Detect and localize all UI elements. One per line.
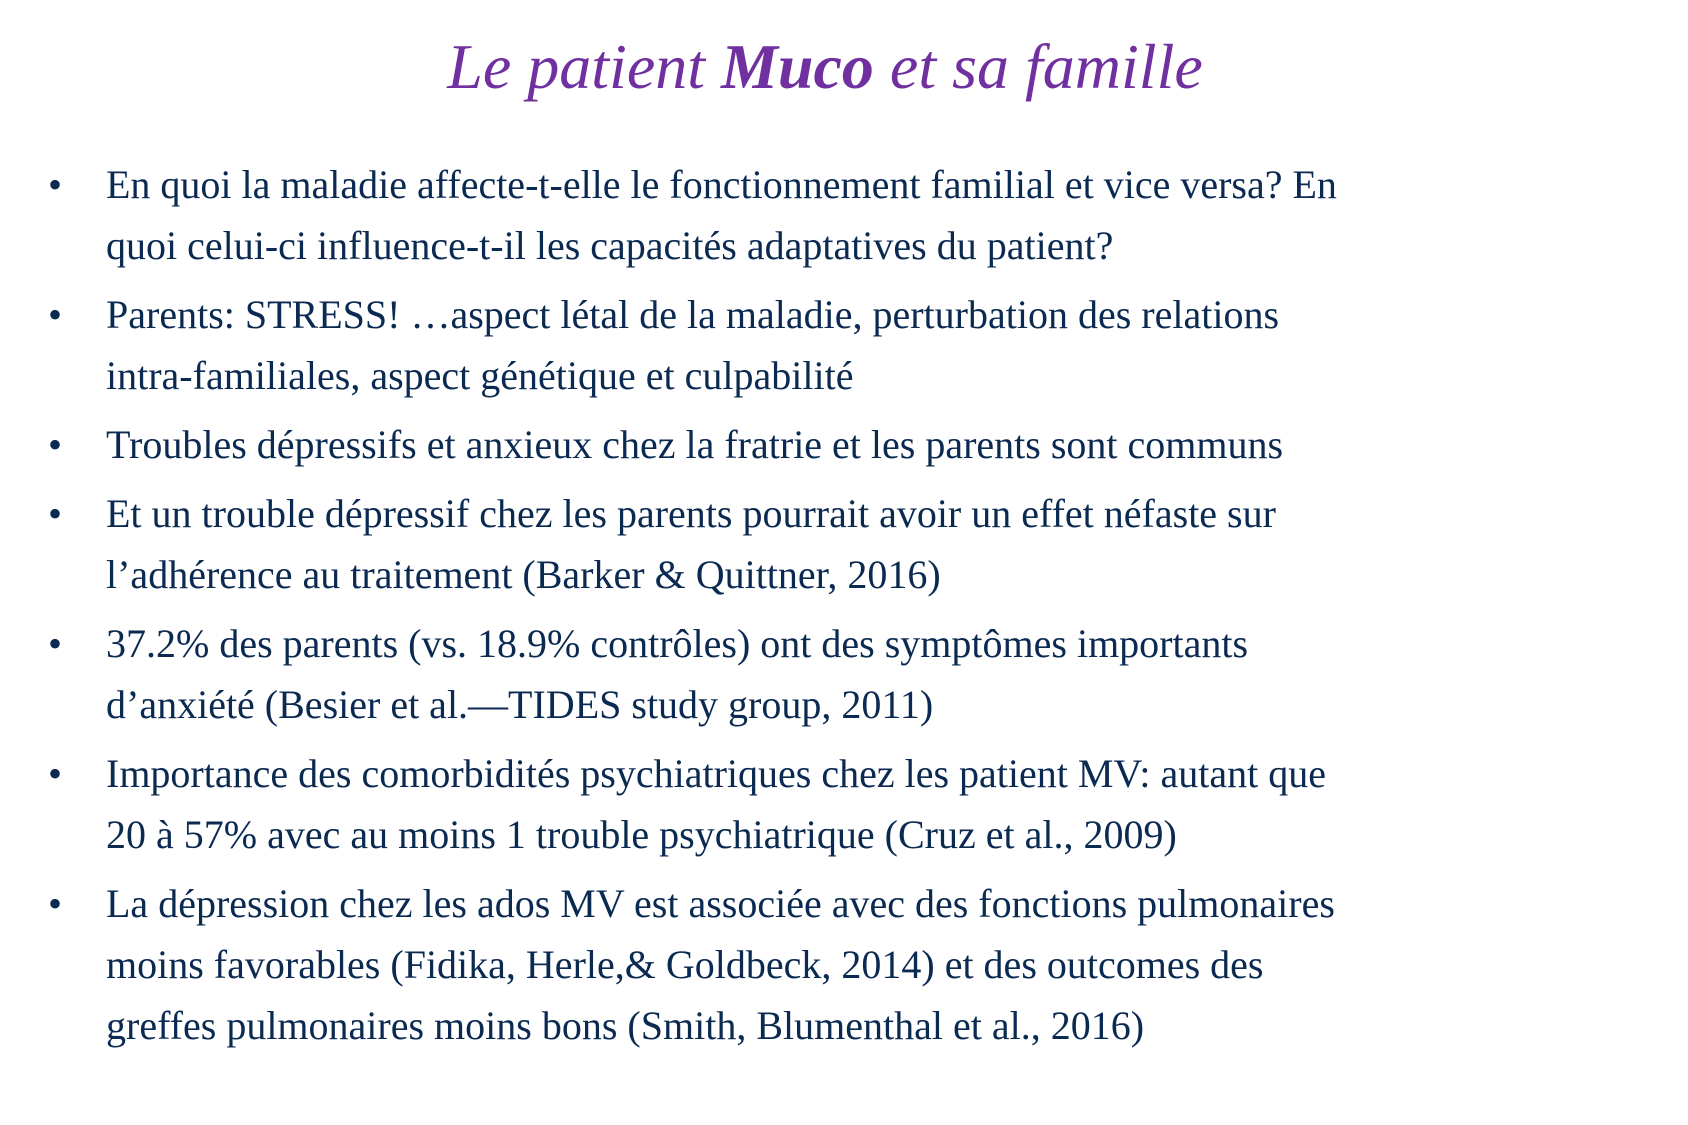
bullet-line: Et un trouble dépressif chez les parents pourrait avoir un effet néfaste sur: [106, 491, 1276, 536]
bullet-dot: •: [48, 422, 63, 467]
bullet-item: [48, 284, 1668, 406]
bullet-line: d’anxiété (Besier et al.—TIDES study group, 2011): [106, 682, 934, 727]
bullet-line: Importance des comorbidités psychiatriques chez les patient MV: autant que: [106, 751, 1326, 796]
title-text-part-3: et sa famille: [873, 31, 1203, 102]
bullet-dot: •: [48, 751, 63, 796]
bullet-line: Troubles dépressifs et anxieux chez la fratrie et les parents sont communs: [106, 422, 1284, 467]
bullet-dot: •: [48, 162, 63, 207]
bullet-line: La dépression chez les ados MV est associée avec des fonctions pulmonaires: [106, 881, 1335, 926]
bullet-line: intra-familiales, aspect génétique et culpabilité: [106, 353, 854, 398]
bullet-line: 37.2% des parents (vs. 18.9% contrôles) ont des symptômes importants: [106, 621, 1249, 666]
bullet-line: greffes pulmonaires moins bons (Smith, Blumenthal et al., 2016): [106, 1003, 1145, 1048]
bullet-line: 20 à 57% avec au moins 1 trouble psychiatrique (Cruz et al., 2009): [106, 812, 1177, 857]
title-text-emphasis: Muco: [721, 31, 874, 102]
bullet-line: En quoi la maladie affecte-t-elle le fonctionnement familial et vice versa? En: [106, 162, 1337, 207]
bullet-item: [48, 613, 1668, 735]
bullet-line: Parents: STRESS! …aspect létal de la maladie, perturbation des relations: [106, 292, 1280, 337]
bullet-list: [48, 154, 1668, 1064]
bullet-dot: •: [48, 881, 63, 926]
title-text-part-1: Le patient: [447, 31, 721, 102]
bullet-line: moins favorables (Fidika, Herle,& Goldbeck, 2014) et des outcomes des: [106, 942, 1264, 987]
bullet-line: l’adhérence au traitement (Barker & Quittner, 2016): [106, 552, 941, 597]
bullet-dot: •: [48, 621, 63, 666]
bullet-dot: •: [48, 292, 63, 337]
slide-title: [0, 22, 1650, 112]
bullet-dot: •: [48, 491, 63, 536]
bullet-item: [48, 414, 1668, 475]
bullet-item: [48, 483, 1668, 605]
bullet-item: [48, 154, 1668, 276]
bullet-item: [48, 743, 1668, 865]
bullet-item: [48, 873, 1668, 1056]
bullet-line: quoi celui-ci influence-t-il les capacités adaptatives du patient?: [106, 223, 1114, 268]
